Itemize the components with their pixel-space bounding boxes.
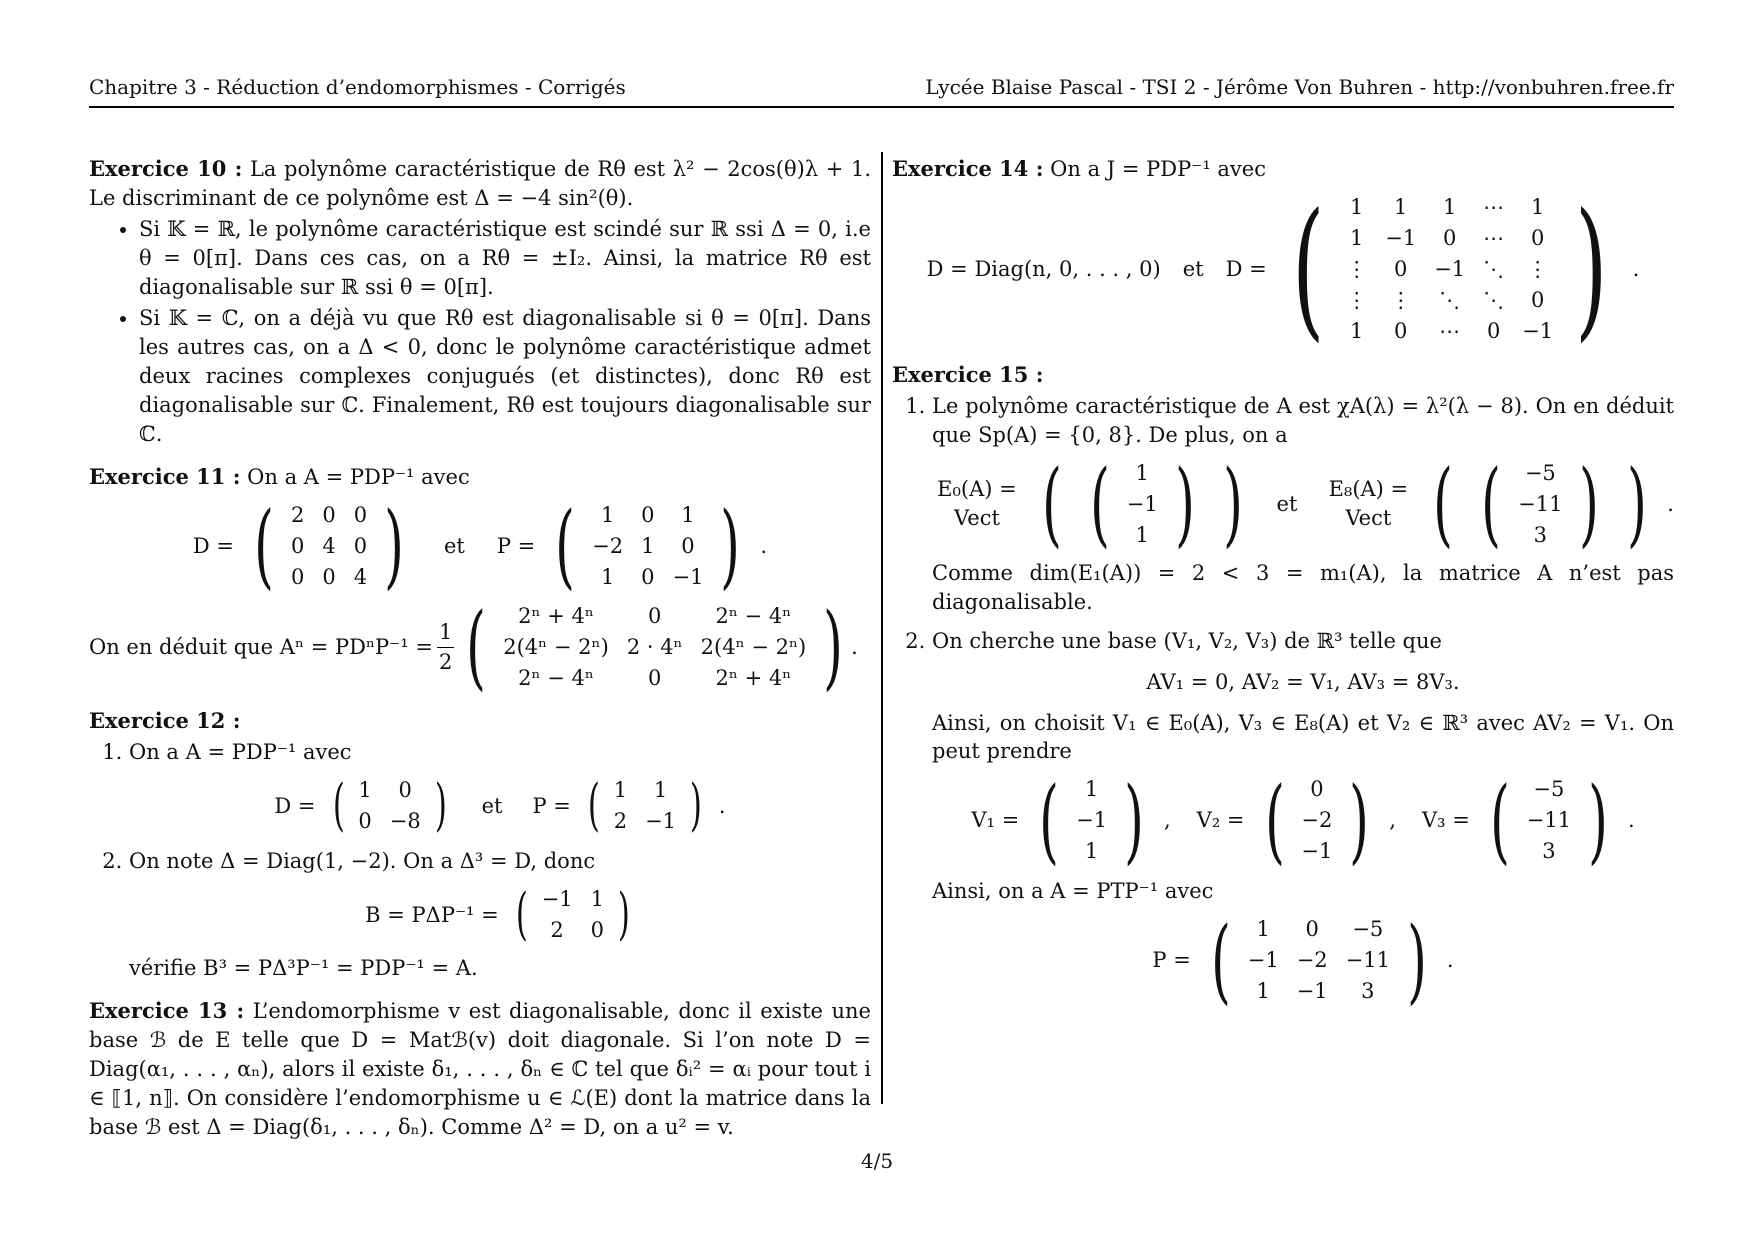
matrix-row: [1518, 774, 1580, 805]
ex15-e8-outer-close: ): [1627, 450, 1648, 558]
ex11-an-end: .: [851, 634, 858, 659]
matrix-cell: ⋯: [1483, 194, 1505, 219]
matrix-cell: 3: [1361, 979, 1375, 1004]
ex14-et: et: [1182, 256, 1204, 281]
matrix-row: [494, 632, 815, 663]
matrix-row: [1509, 489, 1571, 520]
matrix-row: [1067, 774, 1116, 805]
matrix-cell: −1: [1247, 948, 1279, 973]
ex15-v-end: .: [1627, 808, 1635, 833]
matrix-cell: 1: [1350, 194, 1364, 219]
ex13-text: L’endomorphisme v est diagonalisable, donc il existe une base ℬ de E telle que D = Matℬ(v) doit diagonale. Si l’on note D = Diag(α₁, . . . , αₙ), alors il existe δ₁, . . . , δₙ ∈ ℂ tel que δᵢ² = αᵢ pour tout i ∈ ⟦1, n⟧. On considère l’endomorphisme u ∈ ℒ(E) dont la matrice dans la base ℬ est Δ = Diag(δ₁, . . . , δₙ). Comme Δ² = D, on a u² = v.: [89, 999, 871, 1140]
ex11-d-label: D =: [192, 533, 235, 558]
page-header: [89, 70, 1674, 108]
ex12-item-2: [129, 847, 871, 983]
ex15-comme: Comme dim(E₁(A)) = 2 < 3 = m₁(A), la matrice A n’est pas diagonalisable.: [932, 560, 1674, 614]
ex12-item-2-text: On note Δ = Diag(1, −2). On a Δ³ = D, donc: [129, 849, 596, 874]
matrix-row: [1337, 223, 1562, 254]
exercise-15: [892, 361, 1674, 1014]
matrix-table: [1509, 458, 1571, 551]
matrix-table: [1337, 192, 1562, 347]
matrix-cell: −5: [1533, 777, 1565, 802]
matrix-cell: 2ⁿ − 4ⁿ: [518, 665, 594, 690]
matrix-cell: 0: [1530, 225, 1545, 250]
ex11-matrices: [89, 492, 871, 600]
ex10-bullet-1: • Si 𝕂 = ℝ, le polynôme caractéristique est scindé sur ℝ ssi Δ = 0, i.e θ = 0[π]. Dans ces cas, on a Rθ = ±I₂. Ainsi, la matrice Rθ est diagonalisable sur ℝ ssi θ = 0[π].: [139, 215, 871, 302]
matrix-row: [1509, 458, 1571, 489]
matrix-paren-open: (: [587, 773, 600, 839]
page-number: 4/5: [860, 1149, 894, 1173]
right-column: [892, 155, 1674, 1021]
matrix-table: [1239, 914, 1399, 1007]
matrix-table: [1518, 774, 1580, 867]
matrix-cell: 0: [322, 502, 336, 527]
matrix-cell: 1: [653, 778, 668, 803]
ex15-vectors: V₁ = ( 1 −1 1 ) , V₂ = ( 0 −2 −1 ) , V₃ = ( −5 −11 3 ) .: [971, 766, 1635, 874]
ex15-choose: Ainsi, on choisit V₁ ∈ E₀(A), V₃ ∈ E₈(A) et V₂ ∈ ℝ³ avec AV₂ = V₁. On peut prendre: [932, 710, 1674, 764]
matrix-row: [1239, 914, 1399, 945]
matrix-paren-close: ): [689, 773, 702, 839]
matrix-cell: −11: [1526, 808, 1572, 833]
ex15-p-end: .: [1446, 948, 1454, 973]
matrix-cell: 1: [1350, 225, 1364, 250]
matrix-cell: ⋯: [1483, 225, 1505, 250]
matrix-paren-open: (: [1291, 182, 1325, 357]
matrix-cell: 0: [1394, 318, 1408, 343]
exercise-11: [89, 463, 871, 701]
matrix-cell: 2: [613, 809, 628, 834]
matrix-cell: 2(4ⁿ − 2ⁿ): [503, 634, 609, 659]
ex15-v1-vector: [1031, 766, 1152, 874]
matrix-cell: 0: [1310, 777, 1324, 802]
matrix-paren-close: ): [434, 773, 447, 839]
matrix-cell: −5: [1352, 917, 1384, 942]
matrix-cell: ⋮: [1346, 256, 1368, 281]
matrix-cell: 0: [353, 533, 368, 558]
ex15-e8-vector: [1473, 450, 1607, 558]
ex15-v3-label: V₃ =: [1421, 808, 1470, 833]
ex15-eigenspaces: [932, 450, 1674, 558]
ex15-item-2: [932, 627, 1674, 1014]
matrix-cell: 0: [648, 665, 662, 690]
matrix-paren-open: (: [1039, 766, 1060, 874]
ex12-p-label: P =: [532, 793, 571, 818]
matrix-table: [1292, 774, 1341, 867]
ex12-list: [89, 738, 871, 983]
matrix-cell: −2: [592, 533, 624, 558]
matrix-table: [1067, 774, 1116, 867]
matrix-paren-open: (: [466, 593, 487, 701]
ex12-verif: vérifie B³ = PΔ³P⁻¹ = PDP⁻¹ = A.: [129, 956, 478, 981]
matrix-cell: 0: [1394, 256, 1408, 281]
matrix-row: [1337, 285, 1562, 316]
ex11-power: [89, 593, 871, 701]
matrix-cell: 1: [1135, 460, 1149, 485]
matrix-row: [282, 562, 376, 593]
matrix-row: [605, 806, 685, 837]
matrix-cell: 1: [1530, 194, 1545, 219]
matrix-row: [1239, 976, 1399, 1007]
matrix-table: [533, 884, 613, 946]
matrix-cell: 1: [358, 778, 372, 803]
matrix-cell: −1: [1434, 256, 1466, 281]
ex10-intro: La polynôme caractéristique de Rθ est λ² − 2cos(θ)λ + 1. Le discriminant de ce polynôme est Δ = −4 sin²(θ).: [89, 157, 871, 210]
ex15-equations: AV₁ = 0, AV₂ = V₁, AV₃ = 8V₃.: [1146, 669, 1460, 694]
matrix-table: [1118, 458, 1167, 551]
matrix-table: [494, 601, 815, 694]
matrix-cell: 0: [590, 918, 604, 943]
matrix-row: [1292, 774, 1341, 805]
matrix-row: [349, 806, 429, 837]
header-right: Lycée Blaise Pascal - TSI 2 - Jérôme Von Buhren - http://vonbuhren.free.fr: [925, 75, 1674, 100]
matrix-cell: 0: [290, 533, 305, 558]
matrix-cell: 2ⁿ + 4ⁿ: [518, 603, 594, 628]
ex11-title: Exercice 11 :: [89, 463, 241, 489]
matrix-cell: −1: [1296, 979, 1328, 1004]
exercise-14: [892, 155, 1674, 357]
matrix-paren-close: ): [1174, 450, 1195, 558]
ex12-b-block: [129, 884, 871, 946]
exercise-13: [89, 997, 871, 1142]
matrix-cell: 0: [1442, 225, 1457, 250]
matrix-cell: 0: [1530, 287, 1545, 312]
ex11-deduce: On en déduit que Aⁿ = PDⁿP⁻¹ =: [89, 634, 433, 659]
matrix-cell: 1: [600, 564, 615, 589]
matrix-cell: 1: [613, 778, 628, 803]
column-divider: [881, 152, 883, 1104]
matrix-row: [349, 775, 429, 806]
matrix-cell: 2: [290, 502, 305, 527]
ex15-item-2-text: On cherche une base (V₁, V₂, V₃) de ℝ³ telle que: [932, 628, 1442, 653]
matrix-cell: 0: [290, 564, 305, 589]
matrix-paren-close: ): [1407, 906, 1427, 1014]
ex15-v3-vector: [1482, 766, 1616, 874]
matrix-cell: −5: [1524, 460, 1556, 485]
matrix-row: [583, 562, 712, 593]
matrix-cell: −1: [672, 564, 704, 589]
ex11-et: et: [443, 533, 465, 558]
ex15-p-matrix: [1203, 906, 1435, 1014]
ex12-item-1-text: On a A = PDP⁻¹ avec: [129, 740, 352, 765]
ex15-title: Exercice 15 :: [892, 361, 1044, 387]
matrix-cell: 1: [600, 502, 615, 527]
ex12-end: .: [718, 793, 726, 818]
matrix-cell: −1: [1385, 225, 1417, 250]
matrix-paren-open: (: [254, 492, 274, 600]
matrix-cell: ⋮: [1390, 287, 1412, 312]
matrix-paren-close: ): [617, 882, 630, 948]
matrix-paren-close: ): [1575, 182, 1608, 357]
ex10-title: Exercice 10 :: [89, 156, 243, 181]
matrix-cell: −2: [1301, 808, 1333, 833]
matrix-cell: ⋱: [1483, 256, 1505, 281]
ex12-item-1: [129, 738, 871, 837]
ex15-et: et: [1276, 491, 1298, 516]
matrix-paren-close: ): [1124, 766, 1144, 874]
matrix-cell: 1: [1394, 194, 1408, 219]
ex15-item-1: [932, 392, 1674, 617]
matrix-row: [1067, 805, 1116, 836]
ex15-v2-vector: [1257, 766, 1378, 874]
matrix-cell: −2: [1296, 948, 1328, 973]
matrix-row: [1118, 458, 1167, 489]
matrix-cell: 1: [641, 533, 655, 558]
ex15-final: Ainsi, on a A = PTP⁻¹ avec: [932, 879, 1214, 904]
matrix-cell: 2ⁿ − 4ⁿ: [715, 603, 792, 628]
ex14-intro: On a J = PDP⁻¹ avec: [1050, 157, 1266, 181]
ex12-d-matrix: [328, 775, 452, 837]
matrix-paren-open: (: [1264, 766, 1285, 874]
ex12-p-matrix: [583, 775, 707, 837]
matrix-cell: 2(4ⁿ − 2ⁿ): [700, 634, 807, 659]
matrix-cell: 0: [398, 778, 412, 803]
ex15-e8-outer-open: (: [1433, 450, 1454, 558]
matrix-cell: 0: [358, 809, 372, 834]
matrix-cell: ⋯: [1439, 318, 1461, 343]
matrix-row: [282, 500, 376, 531]
matrix-table: [605, 775, 685, 837]
matrix-row: [1509, 520, 1571, 551]
matrix-cell: −1: [541, 887, 573, 912]
ex11-an-matrix: [458, 593, 851, 701]
matrix-cell: ⋮: [1346, 287, 1368, 312]
matrix-cell: 1: [1084, 839, 1099, 864]
matrix-paren-open: (: [1489, 766, 1510, 874]
matrix-cell: 1: [1256, 979, 1270, 1004]
matrix-paren-open: (: [332, 773, 345, 839]
matrix-cell: 1: [1256, 917, 1270, 942]
ex12-et: et: [481, 793, 503, 818]
ex12-matrices: [129, 775, 871, 837]
matrix-cell: 0: [648, 603, 662, 628]
matrix-table: [349, 775, 429, 837]
ex15-p-block: [932, 906, 1674, 1014]
ex10-bullet-2: • Si 𝕂 = ℂ, on a déjà vu que Rθ est diagonalisable si θ = 0[π]. Dans les autres cas, on a Δ < 0, donc le polynôme caractéristique admet deux racines complexes conjugués (et distinctes), donc Rθ est diagonalisable sur ℂ. Finalement, Rθ est toujours diagonalisable sur ℂ.: [139, 304, 871, 449]
matrix-cell: 0: [641, 502, 655, 527]
ex12-b-label: B = PΔP⁻¹ =: [365, 902, 499, 927]
matrix-paren-close: ): [1349, 766, 1370, 874]
matrix-row: [1518, 805, 1580, 836]
matrix-row: [1337, 254, 1562, 285]
matrix-row: [583, 500, 712, 531]
matrix-cell: 3: [1542, 839, 1556, 864]
matrix-cell: −1: [1522, 318, 1554, 343]
matrix-row: [1337, 316, 1562, 347]
matrix-cell: −1: [645, 809, 677, 834]
matrix-row: [1239, 945, 1399, 976]
ex12-title: Exercice 12 :: [89, 708, 241, 734]
matrix-cell: 1: [1135, 522, 1149, 547]
ex15-list: [892, 392, 1674, 1014]
matrix-cell: 0: [353, 502, 368, 527]
matrix-paren-open: (: [555, 492, 576, 600]
ex14-end: .: [1632, 256, 1640, 281]
matrix-cell: 0: [641, 564, 655, 589]
matrix-cell: −11: [1518, 491, 1563, 516]
ex15-item-1-text: Le polynôme caractéristique de A est χA(λ) = λ²(λ − 8). On en déduit que Sp(A) = {0, 8}. De plus, on a: [932, 393, 1674, 447]
matrix-cell: 0: [1486, 318, 1501, 343]
ex11-frac-num: 1: [437, 618, 454, 648]
left-column: [89, 155, 871, 1156]
matrix-row: [494, 663, 815, 694]
ex15-v1-label: V₁ =: [971, 808, 1020, 833]
ex14-matrix: [1279, 182, 1621, 357]
matrix-cell: 4: [353, 564, 368, 589]
ex15-e0-vector: [1082, 450, 1203, 558]
matrix-paren-open: (: [1210, 906, 1231, 1014]
ex14-title: Exercice 14 :: [892, 156, 1044, 181]
matrix-cell: 3: [1533, 522, 1547, 547]
matrix-paren-close: ): [1588, 766, 1608, 874]
matrix-cell: ⋱: [1439, 287, 1461, 312]
matrix-cell: 2ⁿ + 4ⁿ: [715, 665, 792, 690]
ex14-d-text: D = Diag(n, 0, . . . , 0): [926, 256, 1161, 281]
ex11-frac-den: 2: [438, 649, 453, 674]
matrix-cell: 0: [681, 533, 695, 558]
matrix-row: [605, 775, 685, 806]
matrix-cell: 0: [322, 564, 336, 589]
matrix-row: [1292, 805, 1341, 836]
matrix-row: [1337, 192, 1562, 223]
ex14-d-label: D =: [1225, 256, 1267, 281]
matrix-paren-close: ): [823, 593, 844, 701]
ex12-b-matrix: [511, 884, 635, 946]
ex11-p-label: P =: [496, 533, 536, 558]
matrix-cell: 1: [1442, 194, 1457, 219]
matrix-paren-open: (: [515, 882, 528, 948]
matrix-cell: 1: [590, 887, 604, 912]
matrix-cell: 1: [1084, 777, 1099, 802]
matrix-cell: 4: [322, 533, 336, 558]
ex15-v2-label: V₂ =: [1196, 808, 1245, 833]
matrix-cell: −1: [1076, 808, 1108, 833]
ex15-e8-label: E₈(A) = Vect: [1328, 477, 1409, 531]
matrix-cell: ⋮: [1527, 256, 1549, 281]
matrix-paren-open: (: [1481, 450, 1502, 558]
matrix-paren-close: ): [384, 492, 404, 600]
ex11-fraction: [437, 618, 454, 677]
ex15-e-end: .: [1667, 491, 1674, 516]
ex11-p-matrix: [547, 492, 748, 600]
matrix-table: [583, 500, 712, 593]
ex11-d-matrix: [246, 492, 412, 600]
ex10-list: [89, 215, 871, 449]
matrix-paren-close: ): [720, 492, 741, 600]
matrix-row: [1118, 520, 1167, 551]
ex15-e0-outer-open: (: [1042, 450, 1062, 558]
matrix-paren-open: (: [1089, 450, 1110, 558]
matrix-row: [1292, 836, 1341, 867]
matrix-cell: 2 · 4ⁿ: [626, 634, 683, 659]
matrix-row: [533, 884, 613, 915]
header-left: Chapitre 3 - Réduction d’endomorphismes - Corrigés: [89, 75, 626, 100]
matrix-cell: 0: [1305, 917, 1319, 942]
ex12-d-label: D =: [274, 793, 316, 818]
ex15-p-label: P =: [1152, 948, 1191, 973]
matrix-paren-close: ): [1579, 450, 1600, 558]
ex15-e0-label: E₀(A) = Vect: [937, 477, 1017, 531]
ex11-end: .: [760, 533, 768, 558]
matrix-row: [282, 531, 376, 562]
matrix-table: [282, 500, 376, 593]
ex11-intro: On a A = PDP⁻¹ avec: [247, 464, 470, 489]
matrix-cell: −8: [389, 809, 421, 834]
matrix-row: [533, 915, 613, 946]
matrix-row: [1118, 489, 1167, 520]
ex15-e0-outer-close: ): [1222, 450, 1243, 558]
matrix-row: [1067, 836, 1116, 867]
matrix-row: [494, 601, 815, 632]
matrix-cell: −1: [1301, 839, 1333, 864]
ex13-title: Exercice 13 :: [89, 998, 245, 1024]
ex14-block: [892, 182, 1674, 357]
exercise-10: [89, 155, 871, 449]
matrix-cell: 2: [550, 918, 564, 943]
matrix-cell: −11: [1345, 948, 1390, 973]
matrix-cell: −1: [1126, 491, 1158, 516]
matrix-cell: 1: [681, 502, 695, 527]
matrix-row: [1518, 836, 1580, 867]
matrix-cell: 1: [1350, 318, 1364, 343]
exercise-12: [89, 707, 871, 983]
matrix-cell: ⋱: [1483, 287, 1505, 312]
matrix-row: [583, 531, 712, 562]
